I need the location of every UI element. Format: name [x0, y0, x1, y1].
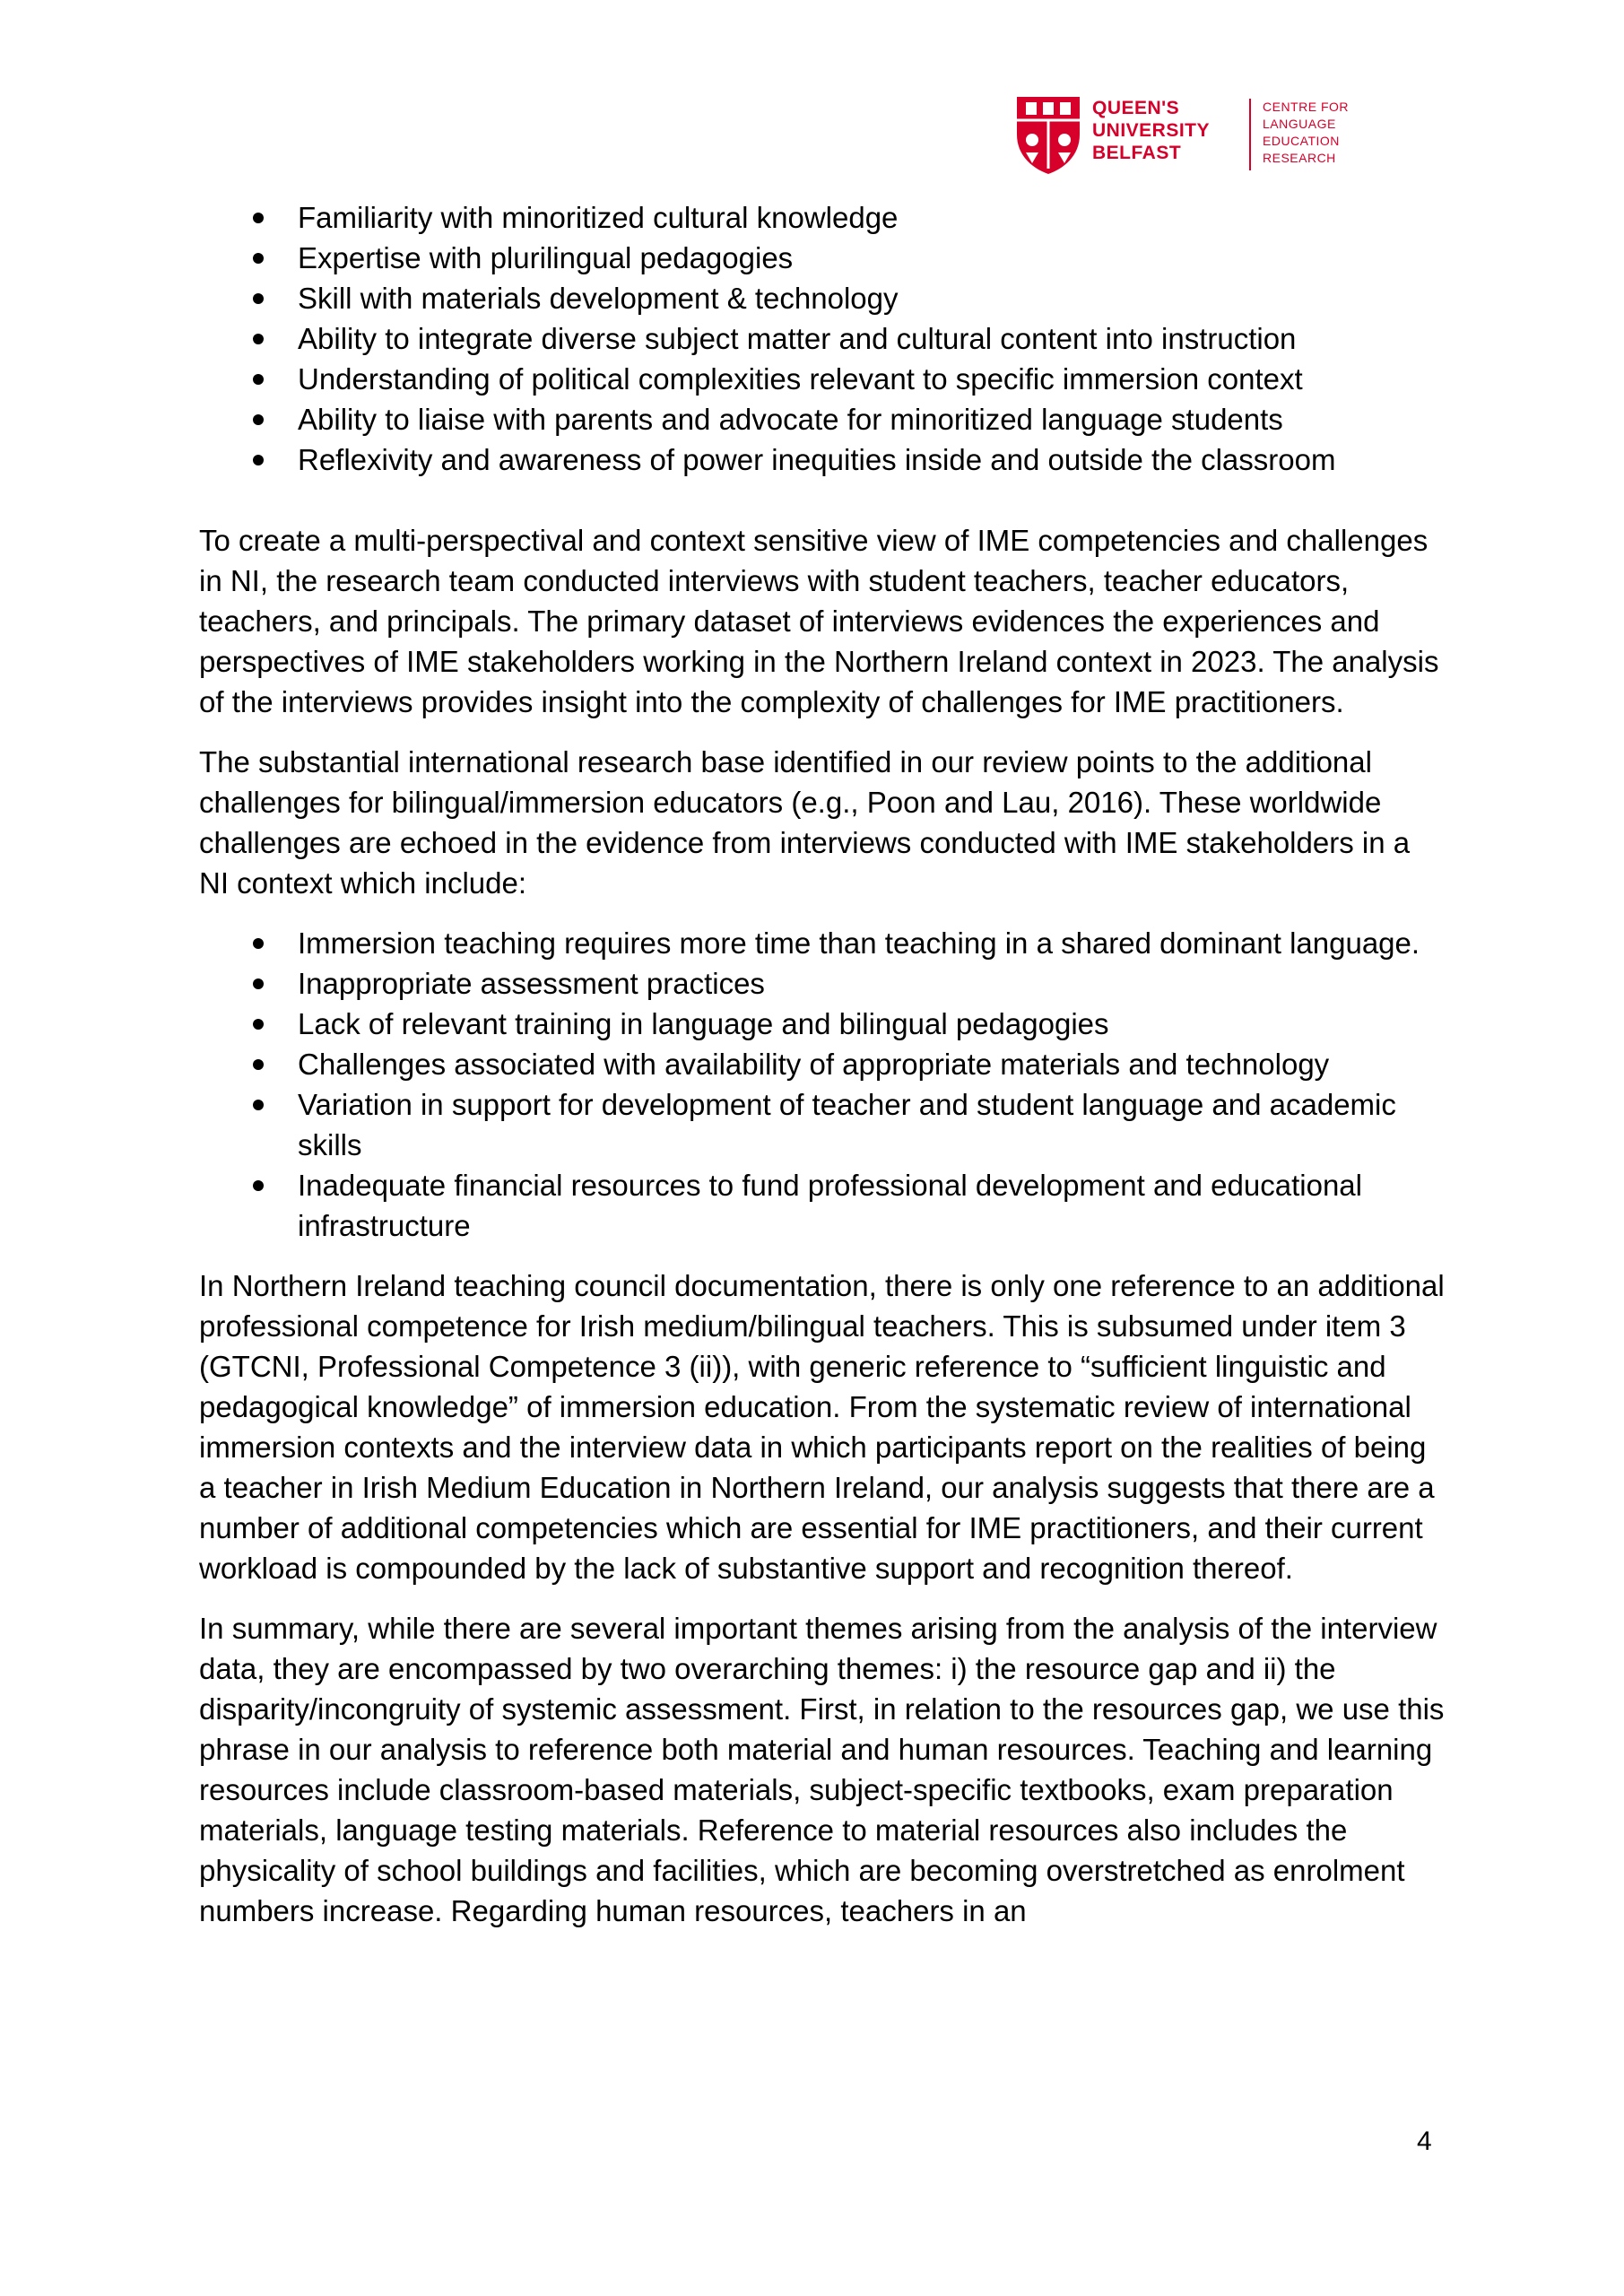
list-item-text: Challenges associated with availability of appropriate materials and technology — [298, 1048, 1330, 1081]
logo-divider — [1249, 99, 1251, 170]
bullet-icon — [253, 938, 264, 949]
challenges-list — [199, 923, 1446, 1246]
logo-line-1: QUEEN'S — [1092, 98, 1180, 118]
logo-line-2: UNIVERSITY — [1092, 120, 1211, 141]
bullet-icon — [253, 1019, 264, 1030]
list-item — [199, 439, 1446, 480]
page-number: 4 — [1417, 2126, 1432, 2156]
list-item — [199, 1165, 1446, 1246]
university-name — [1092, 97, 1210, 164]
list-item-text: Immersion teaching requires more time than teaching in a shared dominant language. — [298, 926, 1420, 960]
list-item-text: Inadequate financial resources to fund professional development and educational infrastructure — [298, 1169, 1362, 1242]
document-body — [199, 197, 1446, 1931]
paragraph-challenges-intro: The substantial international research base identified in our review points to the additional challenges for bilingual/immersion educators (e.g., Poon and Lau, 2016). These worldwide challenges are echoed in the evidence from interviews conducted with IME stakeholders in a NI context which include: — [199, 745, 1411, 900]
bullet-icon — [253, 1100, 264, 1110]
paragraph-summary: In summary, while there are several important themes arising from the analysis of the interview data, they are encompassed by two overarching themes: i) the resource gap and ii) the disparity/incongruity of systemic assessment. First, in relation to the resources gap, we use this phrase in our analysis to reference both material and human resources. Teaching and learning resources include classroom-based materials, subject-specific textbooks, exam preparation materials, language testing materials. Reference to material resources also includes the physicality of school buildings and facilities, which are becoming overstretched as enrolment numbers increase. Regarding human resources, teachers in an — [199, 1612, 1445, 1927]
list-item-text: Skill with materials development & technology — [298, 282, 899, 315]
list-item — [199, 238, 1446, 278]
list-item-text: Reflexivity and awareness of power inequities inside and outside the classroom — [298, 443, 1336, 476]
logo-line-3: BELFAST — [1092, 143, 1182, 163]
crest-icon — [1013, 93, 1083, 176]
centre-line-2: LANGUAGE — [1263, 117, 1336, 131]
list-item-text: Ability to integrate diverse subject matter and cultural content into instruction — [298, 322, 1297, 355]
university-logo — [1013, 90, 1354, 179]
list-item-text: Understanding of political complexities relevant to specific immersion context — [298, 362, 1303, 396]
bullet-icon — [253, 253, 264, 264]
bullet-icon — [253, 978, 264, 989]
centre-line-3: EDUCATION — [1263, 134, 1340, 148]
list-item — [199, 399, 1446, 439]
bullet-icon — [253, 1180, 264, 1191]
list-item — [199, 197, 1446, 238]
list-item-text: Inappropriate assessment practices — [298, 967, 765, 1000]
bullet-icon — [253, 455, 264, 465]
centre-name — [1263, 99, 1349, 167]
list-item-text: Familiarity with minoritized cultural knowledge — [298, 201, 899, 234]
centre-line-1: CENTRE FOR — [1263, 100, 1349, 114]
list-item — [199, 1084, 1446, 1165]
list-item-text: Expertise with plurilingual pedagogies — [298, 241, 794, 274]
bullet-icon — [253, 293, 264, 304]
paragraph-teaching-council: In Northern Ireland teaching council documentation, there is only one reference to an additional professional competence for Irish medium/bilingual teachers. This is subsumed under item 3 (GTCNI, Professional Competence 3 (ii)), with generic reference to “sufficient linguistic and pedagogical knowledge” of immersion education. From the systematic review of international immersion contexts and the interview data in which participants report on the realities of being a teacher in Irish Medium Education in Northern Ireland, our analysis suggests that there are a number of additional competencies which are essential for IME practitioners, and their current workload is compounded by the lack of substantive support and recognition thereof. — [199, 1269, 1445, 1585]
list-item — [199, 318, 1446, 359]
list-item-text: Lack of relevant training in language and bilingual pedagogies — [298, 1007, 1109, 1040]
list-item — [199, 1044, 1446, 1084]
bullet-icon — [253, 414, 264, 425]
paragraph-methodology: To create a multi-perspectival and context sensitive view of IME competencies and challenges in NI, the research team conducted interviews with student teachers, teacher educators, teachers, and principals. The primary dataset of interviews evidences the experiences and perspectives of IME stakeholders working in the Northern Ireland context in 2023. The analysis of the interviews provides insight into the complexity of challenges for IME practitioners. — [199, 524, 1439, 718]
bullet-icon — [253, 213, 264, 223]
bullet-icon — [253, 374, 264, 385]
list-item — [199, 359, 1446, 399]
centre-line-4: RESEARCH — [1263, 151, 1336, 165]
list-item — [199, 923, 1446, 963]
bullet-icon — [253, 334, 264, 344]
list-item — [199, 1004, 1446, 1044]
list-item — [199, 278, 1446, 318]
list-item-text: Ability to liaise with parents and advocate for minoritized language students — [298, 403, 1283, 436]
list-item-text: Variation in support for development of teacher and student language and academic skills — [298, 1088, 1396, 1161]
competencies-list — [199, 197, 1446, 480]
bullet-icon — [253, 1059, 264, 1070]
list-item — [199, 963, 1446, 1004]
